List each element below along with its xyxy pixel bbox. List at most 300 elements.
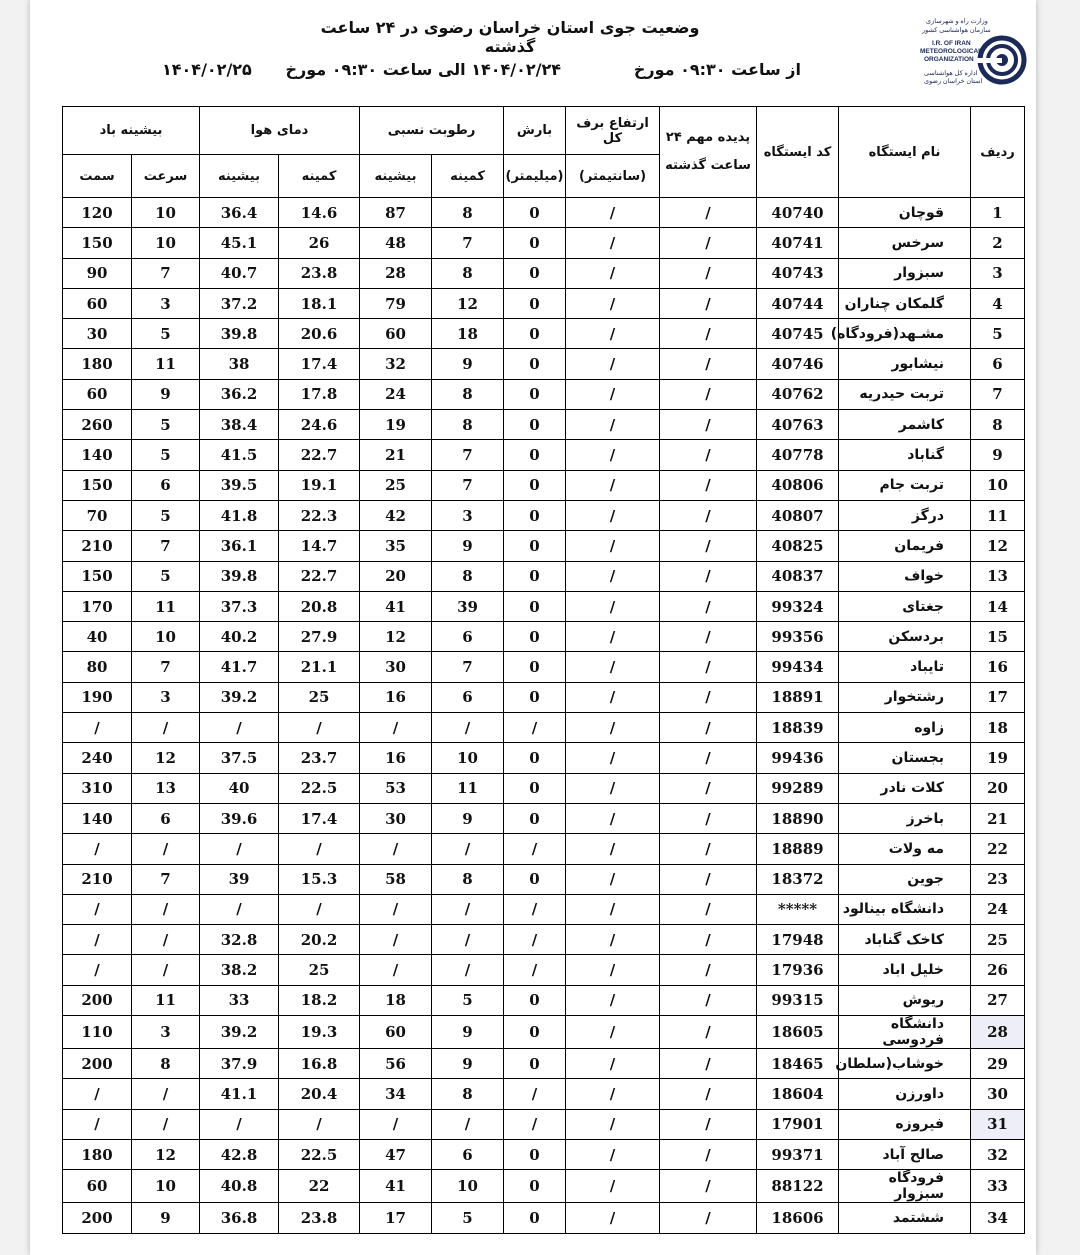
humidity-max-cell: 28 — [360, 258, 432, 288]
precipitation-cell: 0 — [504, 1139, 566, 1169]
humidity-max-cell: / — [360, 834, 432, 864]
row-number-cell: 11 — [971, 500, 1025, 530]
temp-max-cell: 39.2 — [200, 682, 279, 712]
table-row — [63, 591, 1025, 621]
phenomenon-cell: / — [660, 864, 757, 894]
phenomenon-cell: / — [660, 500, 757, 530]
phenomenon-cell: / — [660, 198, 757, 228]
temp-min-cell: 24.6 — [279, 410, 360, 440]
humidity-max-cell: 12 — [360, 622, 432, 652]
wind-speed-cell: 11 — [132, 349, 200, 379]
snow-depth-cell: / — [566, 1139, 660, 1169]
logo-line4: METEOROLOGICAL — [920, 48, 983, 55]
temp-max-cell: 37.9 — [200, 1049, 279, 1079]
wind-speed-cell: 5 — [132, 440, 200, 470]
precipitation-cell: 0 — [504, 531, 566, 561]
wind-direction-cell: / — [63, 894, 132, 924]
station-code-cell: 99324 — [757, 591, 839, 621]
station-code-cell: ***** — [757, 894, 839, 924]
wind-speed-cell: 5 — [132, 319, 200, 349]
temp-min-cell: 17.4 — [279, 803, 360, 833]
precipitation-cell: 0 — [504, 864, 566, 894]
humidity-min-cell: / — [432, 955, 504, 985]
station-code-cell: 40837 — [757, 561, 839, 591]
table-row — [63, 1139, 1025, 1169]
wind-direction-cell: 90 — [63, 258, 132, 288]
humidity-min-cell: 7 — [432, 228, 504, 258]
wind-direction-cell: 200 — [63, 1049, 132, 1079]
station-code-cell: 40745 — [757, 319, 839, 349]
snow-depth-cell: / — [566, 288, 660, 318]
table-row — [63, 228, 1025, 258]
wind-direction-cell: 60 — [63, 288, 132, 318]
humidity-min-cell: 8 — [432, 1079, 504, 1109]
precipitation-cell: 0 — [504, 561, 566, 591]
table-row — [63, 894, 1025, 924]
precipitation-cell: 0 — [504, 591, 566, 621]
station-name-cell: خواف — [839, 561, 971, 591]
station-code-cell: 18605 — [757, 1016, 839, 1049]
station-name-cell: مشـهد(فرودگاه) — [839, 319, 971, 349]
station-name-cell: تایباد — [839, 652, 971, 682]
row-number-cell: 23 — [971, 864, 1025, 894]
snow-depth-cell: / — [566, 682, 660, 712]
table-row — [63, 743, 1025, 773]
temp-min-cell: 22.5 — [279, 773, 360, 803]
snow-depth-cell: / — [566, 1109, 660, 1139]
precipitation-cell: 0 — [504, 379, 566, 409]
humidity-max-cell: 16 — [360, 682, 432, 712]
table-row — [63, 319, 1025, 349]
station-code-cell: 40741 — [757, 228, 839, 258]
station-name-cell: تربت حیدریه — [839, 379, 971, 409]
phenomenon-cell: / — [660, 288, 757, 318]
phenomenon-cell: / — [660, 622, 757, 652]
temp-min-cell: 17.4 — [279, 349, 360, 379]
row-number-cell: 16 — [971, 652, 1025, 682]
temp-max-cell: / — [200, 1109, 279, 1139]
humidity-min-cell: 8 — [432, 410, 504, 440]
wind-speed-cell: 6 — [132, 803, 200, 833]
precipitation-cell: 0 — [504, 1203, 566, 1233]
table-row — [63, 470, 1025, 500]
station-name-cell: جوین — [839, 864, 971, 894]
wind-speed-cell: 3 — [132, 682, 200, 712]
wind-direction-cell: / — [63, 713, 132, 743]
table-row — [63, 561, 1025, 591]
header-humidity: رطوبت نسبی — [360, 107, 504, 155]
station-name-cell: سبزوار — [839, 258, 971, 288]
table-row — [63, 440, 1025, 470]
header-max-wind: بیشینه باد — [63, 107, 200, 155]
humidity-min-cell: 5 — [432, 1203, 504, 1233]
temp-min-cell: 23.8 — [279, 258, 360, 288]
temp-min-cell: 17.8 — [279, 379, 360, 409]
snow-depth-cell: / — [566, 834, 660, 864]
humidity-min-cell: 18 — [432, 319, 504, 349]
station-name-cell: سرخس — [839, 228, 971, 258]
station-code-cell: 99371 — [757, 1139, 839, 1169]
table-row — [63, 1016, 1025, 1049]
row-number-cell: 9 — [971, 440, 1025, 470]
humidity-max-cell: / — [360, 894, 432, 924]
header-snow-unit: (سانتیمتر) — [566, 155, 660, 198]
row-number-cell: 15 — [971, 622, 1025, 652]
row-number-cell: 31 — [971, 1109, 1025, 1139]
table-row — [63, 864, 1025, 894]
report-date: ۱۴۰۴/۰۲/۲۵ — [162, 60, 252, 79]
wind-speed-cell: / — [132, 1079, 200, 1109]
temp-max-cell: 41.5 — [200, 440, 279, 470]
humidity-max-cell: / — [360, 713, 432, 743]
temp-max-cell: 41.8 — [200, 500, 279, 530]
humidity-min-cell: / — [432, 925, 504, 955]
header-wind-speed: سرعت — [132, 155, 200, 198]
snow-depth-cell: / — [566, 622, 660, 652]
row-number-cell: 7 — [971, 379, 1025, 409]
temp-min-cell: 18.1 — [279, 288, 360, 318]
phenomenon-cell: / — [660, 1170, 757, 1203]
weather-table — [62, 106, 1025, 1234]
station-code-cell: 18890 — [757, 803, 839, 833]
wind-direction-cell: 30 — [63, 319, 132, 349]
wind-direction-cell: 150 — [63, 470, 132, 500]
station-code-cell: 18891 — [757, 682, 839, 712]
temp-min-cell: 20.4 — [279, 1079, 360, 1109]
precipitation-cell: 0 — [504, 319, 566, 349]
phenomenon-cell: / — [660, 410, 757, 440]
station-code-cell: 99356 — [757, 622, 839, 652]
header-precip-unit: (میلیمتر) — [504, 155, 566, 198]
temp-min-cell: 14.6 — [279, 198, 360, 228]
station-code-cell: 17936 — [757, 955, 839, 985]
table-body — [63, 198, 1025, 1234]
humidity-min-cell: 8 — [432, 198, 504, 228]
snow-depth-cell: / — [566, 228, 660, 258]
wind-speed-cell: / — [132, 955, 200, 985]
humidity-min-cell: 8 — [432, 379, 504, 409]
table-row — [63, 531, 1025, 561]
row-number-cell: 28 — [971, 1016, 1025, 1049]
station-code-cell: 99289 — [757, 773, 839, 803]
header-humidity-max: بیشینه — [360, 155, 432, 198]
wind-direction-cell: 210 — [63, 864, 132, 894]
humidity-max-cell: / — [360, 1109, 432, 1139]
row-number-cell: 33 — [971, 1170, 1025, 1203]
temp-max-cell: / — [200, 713, 279, 743]
row-number-cell: 24 — [971, 894, 1025, 924]
precipitation-cell: / — [504, 955, 566, 985]
humidity-min-cell: 7 — [432, 652, 504, 682]
station-code-cell: 40744 — [757, 288, 839, 318]
snow-depth-cell: / — [566, 894, 660, 924]
wind-speed-cell: / — [132, 1109, 200, 1139]
station-name-cell: باخرز — [839, 803, 971, 833]
temp-min-cell: 22 — [279, 1170, 360, 1203]
phenomenon-cell: / — [660, 834, 757, 864]
precipitation-cell: 0 — [504, 803, 566, 833]
precipitation-cell: 0 — [504, 622, 566, 652]
humidity-max-cell: 17 — [360, 1203, 432, 1233]
temp-max-cell: 36.8 — [200, 1203, 279, 1233]
table-row — [63, 834, 1025, 864]
header-phenomenon: پدیده مهم ۲۴ ساعت گذشته — [660, 107, 757, 198]
table-row — [63, 713, 1025, 743]
header-station-name: نام ایستگاه — [839, 107, 971, 198]
humidity-min-cell: 6 — [432, 682, 504, 712]
temp-max-cell: 40.2 — [200, 622, 279, 652]
wind-speed-cell: 6 — [132, 470, 200, 500]
humidity-max-cell: 35 — [360, 531, 432, 561]
station-name-cell: دانشگاه فردوسی — [839, 1016, 971, 1049]
header-humidity-min: کمینه — [432, 155, 504, 198]
snow-depth-cell: / — [566, 743, 660, 773]
wind-direction-cell: 140 — [63, 440, 132, 470]
temp-min-cell: 16.8 — [279, 1049, 360, 1079]
header-temp-max: بیشینه — [200, 155, 279, 198]
table-row — [63, 1109, 1025, 1139]
wind-direction-cell: 260 — [63, 410, 132, 440]
temp-min-cell: 25 — [279, 682, 360, 712]
station-code-cell: 18889 — [757, 834, 839, 864]
snow-depth-cell: / — [566, 925, 660, 955]
temp-min-cell: 22.7 — [279, 440, 360, 470]
humidity-min-cell: 39 — [432, 591, 504, 621]
wind-speed-cell: 7 — [132, 652, 200, 682]
humidity-min-cell: 10 — [432, 743, 504, 773]
temp-max-cell: 37.2 — [200, 288, 279, 318]
row-number-cell: 14 — [971, 591, 1025, 621]
wind-speed-cell: 9 — [132, 1203, 200, 1233]
wind-direction-cell: 200 — [63, 985, 132, 1015]
row-number-cell: 25 — [971, 925, 1025, 955]
snow-depth-cell: / — [566, 319, 660, 349]
precipitation-cell: 0 — [504, 1016, 566, 1049]
temp-min-cell: 18.2 — [279, 985, 360, 1015]
precipitation-cell: 0 — [504, 440, 566, 470]
row-number-cell: 22 — [971, 834, 1025, 864]
station-name-cell: صالح آباد — [839, 1139, 971, 1169]
phenomenon-cell: / — [660, 1016, 757, 1049]
phenomenon-cell: / — [660, 1079, 757, 1109]
precipitation-cell: 0 — [504, 1170, 566, 1203]
precipitation-cell: 0 — [504, 1049, 566, 1079]
wind-direction-cell: 150 — [63, 228, 132, 258]
wind-direction-cell: 180 — [63, 349, 132, 379]
row-number-cell: 3 — [971, 258, 1025, 288]
snow-depth-cell: / — [566, 379, 660, 409]
humidity-min-cell: / — [432, 713, 504, 743]
wind-speed-cell: 8 — [132, 1049, 200, 1079]
temp-min-cell: 22.5 — [279, 1139, 360, 1169]
humidity-min-cell: 8 — [432, 258, 504, 288]
row-number-cell: 21 — [971, 803, 1025, 833]
humidity-min-cell: 8 — [432, 561, 504, 591]
station-name-cell: ششتمد — [839, 1203, 971, 1233]
station-name-cell: دانشگاه بینالود — [839, 894, 971, 924]
temp-max-cell: 39 — [200, 864, 279, 894]
table-row — [63, 925, 1025, 955]
humidity-min-cell: / — [432, 1109, 504, 1139]
temp-min-cell: 23.7 — [279, 743, 360, 773]
humidity-min-cell: 9 — [432, 1016, 504, 1049]
header-station-code: کد ایستگاه — [757, 107, 839, 198]
table-row — [63, 288, 1025, 318]
station-code-cell: 99436 — [757, 743, 839, 773]
temp-max-cell: 38.2 — [200, 955, 279, 985]
station-code-cell: 40743 — [757, 258, 839, 288]
precipitation-cell: 0 — [504, 288, 566, 318]
wind-direction-cell: 60 — [63, 1170, 132, 1203]
wind-speed-cell: / — [132, 834, 200, 864]
temp-min-cell: 14.7 — [279, 531, 360, 561]
temp-min-cell: 22.7 — [279, 561, 360, 591]
precipitation-cell: 0 — [504, 743, 566, 773]
phenomenon-cell: / — [660, 894, 757, 924]
temp-min-cell: 20.2 — [279, 925, 360, 955]
wind-speed-cell: 10 — [132, 622, 200, 652]
snow-depth-cell: / — [566, 773, 660, 803]
wind-speed-cell: 5 — [132, 410, 200, 440]
humidity-min-cell: / — [432, 834, 504, 864]
snow-depth-cell: / — [566, 531, 660, 561]
snow-depth-cell: / — [566, 864, 660, 894]
station-code-cell: 40762 — [757, 379, 839, 409]
temp-max-cell: 41.7 — [200, 652, 279, 682]
phenomenon-cell: / — [660, 561, 757, 591]
wind-speed-cell: 7 — [132, 864, 200, 894]
station-name-cell: نیشابور — [839, 349, 971, 379]
wind-speed-cell: 3 — [132, 1016, 200, 1049]
row-number-cell: 30 — [971, 1079, 1025, 1109]
wind-speed-cell: 10 — [132, 1170, 200, 1203]
humidity-max-cell: 47 — [360, 1139, 432, 1169]
temp-min-cell: 19.3 — [279, 1016, 360, 1049]
station-name-cell: تربت جام — [839, 470, 971, 500]
phenomenon-cell: / — [660, 803, 757, 833]
wind-speed-cell: 13 — [132, 773, 200, 803]
snow-depth-cell: / — [566, 500, 660, 530]
temp-max-cell: 39.8 — [200, 319, 279, 349]
precipitation-cell: / — [504, 1079, 566, 1109]
row-number-cell: 4 — [971, 288, 1025, 318]
station-code-cell: 40807 — [757, 500, 839, 530]
header-temperature: دمای هوا — [200, 107, 360, 155]
wind-speed-cell: / — [132, 925, 200, 955]
row-number-cell: 12 — [971, 531, 1025, 561]
wind-speed-cell: 5 — [132, 500, 200, 530]
station-name-cell: کاخک گناباد — [839, 925, 971, 955]
humidity-max-cell: / — [360, 925, 432, 955]
wind-speed-cell: 11 — [132, 591, 200, 621]
precipitation-cell: 0 — [504, 228, 566, 258]
station-name-cell: داورزن — [839, 1079, 971, 1109]
wind-direction-cell: / — [63, 955, 132, 985]
temp-min-cell: / — [279, 834, 360, 864]
station-name-cell: ریوش — [839, 985, 971, 1015]
wind-speed-cell: / — [132, 894, 200, 924]
row-number-cell: 19 — [971, 743, 1025, 773]
wind-speed-cell: 9 — [132, 379, 200, 409]
station-code-cell: 99315 — [757, 985, 839, 1015]
report-title: وضعیت جوی استان خراسان رضوی در ۲۴ ساعت گذشته — [320, 18, 700, 56]
phenomenon-cell: / — [660, 652, 757, 682]
humidity-max-cell: 19 — [360, 410, 432, 440]
header-snow: ارتفاع برف کل — [566, 107, 660, 155]
precipitation-cell: 0 — [504, 652, 566, 682]
wind-direction-cell: 200 — [63, 1203, 132, 1233]
temp-max-cell: 38.4 — [200, 410, 279, 440]
humidity-max-cell: 34 — [360, 1079, 432, 1109]
table-row — [63, 985, 1025, 1015]
snow-depth-cell: / — [566, 561, 660, 591]
station-name-cell: بجستان — [839, 743, 971, 773]
station-code-cell: 99434 — [757, 652, 839, 682]
temp-max-cell: 39.5 — [200, 470, 279, 500]
temp-max-cell: 36.2 — [200, 379, 279, 409]
table-row — [63, 500, 1025, 530]
wind-direction-cell: 120 — [63, 198, 132, 228]
wind-direction-cell: 310 — [63, 773, 132, 803]
humidity-min-cell: 8 — [432, 864, 504, 894]
station-name-cell: خلیل اباد — [839, 955, 971, 985]
snow-depth-cell: / — [566, 470, 660, 500]
snow-depth-cell: / — [566, 1049, 660, 1079]
precipitation-cell: 0 — [504, 470, 566, 500]
logo-line7: استان خراسان رضوی — [924, 78, 983, 85]
humidity-max-cell: 24 — [360, 379, 432, 409]
phenomenon-cell: / — [660, 379, 757, 409]
temp-max-cell: 42.8 — [200, 1139, 279, 1169]
temp-max-cell: 33 — [200, 985, 279, 1015]
table-row — [63, 1079, 1025, 1109]
snow-depth-cell: / — [566, 955, 660, 985]
temp-max-cell: 41.1 — [200, 1079, 279, 1109]
temp-min-cell: 20.6 — [279, 319, 360, 349]
temp-max-cell: 39.2 — [200, 1016, 279, 1049]
station-code-cell: 88122 — [757, 1170, 839, 1203]
station-code-cell: 40825 — [757, 531, 839, 561]
row-number-cell: 8 — [971, 410, 1025, 440]
humidity-max-cell: 21 — [360, 440, 432, 470]
row-number-cell: 27 — [971, 985, 1025, 1015]
humidity-max-cell: 41 — [360, 1170, 432, 1203]
precipitation-cell: / — [504, 925, 566, 955]
snow-depth-cell: / — [566, 1170, 660, 1203]
snow-depth-cell: / — [566, 1079, 660, 1109]
phenomenon-cell: / — [660, 319, 757, 349]
precipitation-cell: 0 — [504, 985, 566, 1015]
humidity-max-cell: / — [360, 955, 432, 985]
wind-speed-cell: 10 — [132, 198, 200, 228]
phenomenon-cell: / — [660, 258, 757, 288]
phenomenon-cell: / — [660, 470, 757, 500]
logo-line2: سازمان هواشناسی کشور — [922, 27, 991, 34]
temp-max-cell: 39.6 — [200, 803, 279, 833]
row-number-cell: 5 — [971, 319, 1025, 349]
station-code-cell: 40778 — [757, 440, 839, 470]
humidity-max-cell: 60 — [360, 1016, 432, 1049]
precipitation-cell: / — [504, 713, 566, 743]
station-code-cell: 18465 — [757, 1049, 839, 1079]
wind-speed-cell: / — [132, 713, 200, 743]
humidity-max-cell: 53 — [360, 773, 432, 803]
humidity-max-cell: 30 — [360, 652, 432, 682]
wind-direction-cell: 190 — [63, 682, 132, 712]
station-code-cell: 17901 — [757, 1109, 839, 1139]
station-code-cell: 18839 — [757, 713, 839, 743]
snow-depth-cell: / — [566, 349, 660, 379]
